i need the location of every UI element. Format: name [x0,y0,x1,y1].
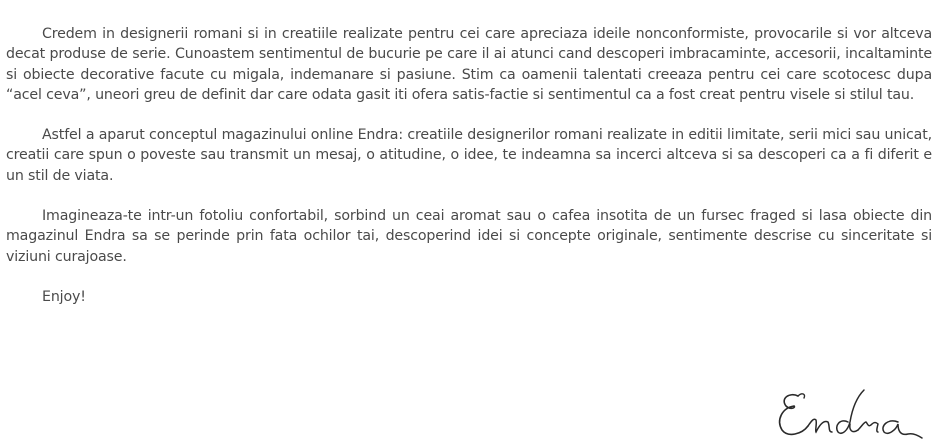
paragraph-concept: Astfel a aparut conceptul magazinului online Endra: creatiile designerilor romani realizate in editii limitate, serii mici sau unicat, creatii care spun o poveste sau transmit un mesaj, o atitudine, o idee, te indeamna sa incerci altceva si sa descoperi ca a fi diferit e un stil de viata. [6,127,932,184]
paragraph-closing: Enjoy! [42,288,86,305]
paragraph-invitation: Imagineaza-te intr-un fotoliu confortabil, sorbind un ceai aromat sau o cafea insotita de un fursec fraged si lasa obiecte din magazinul Endra sa se perinde prin fata ochilor tai, descoperind idei si concepte originale, sentimente descrise cu sinceritate si viziuni curajoase. [6,208,932,265]
endra-signature [776,382,926,442]
paragraph-intro: Credem in designerii romani si in creatiile realizate pentru cei care apreciaza ideile nonconformiste, provocarile si vor altceva decat produse de serie. Cunoastem sentimentul de bucurie pe care il ai atunci cand descoperi imbracaminte, accesorii, incaltaminte si obiecte decorative facute cu migala, indemanare si pasiune. Stim ca oamenii talentati creeaza pentru cei care scotocesc dupa “acel ceva”, uneori greu de definit dar care odata gasit iti ofera satis-factie si sentimentul ca a fost creat pentru visele si stilul tau. [6,26,932,103]
article-body [6,24,932,327]
